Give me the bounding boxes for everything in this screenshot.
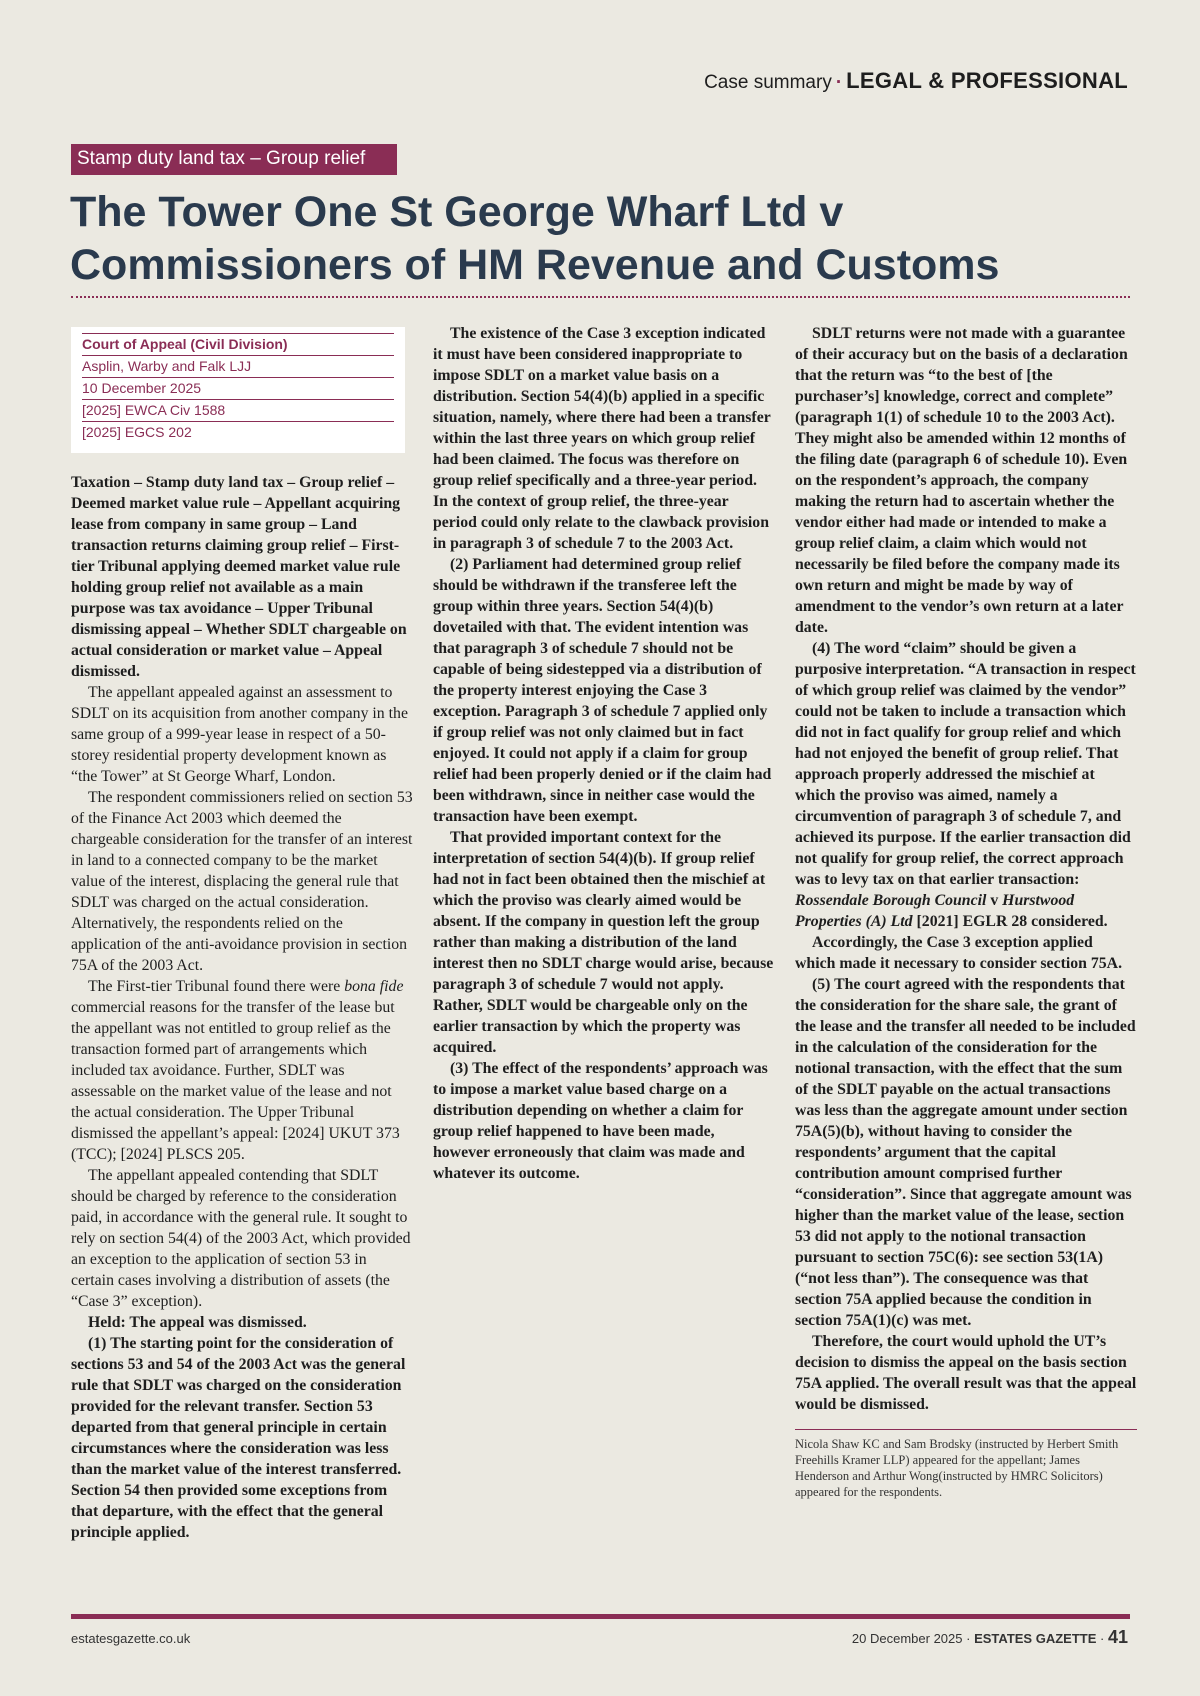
publication-name: ESTATES GAZETTE	[974, 1631, 1097, 1646]
court-name: Court of Appeal (Civil Division)	[82, 333, 394, 355]
paragraph: (1) The starting point for the consideration of sections 53 and 54 of the 2003 Act was the general rule that SDLT was charged on the consideration provided for the relevant transfer. Section 53 departed from that general principle in certain circumstances where the consideration was less than the market value of the interest transferred. Section 54 then provided some exceptions from that departure, with the effect that the general principle applied.	[71, 1335, 406, 1541]
neutral-citation: [2025] EWCA Civ 1588	[82, 399, 394, 421]
page-number: 41	[1107, 1627, 1128, 1647]
counsel-credits: Nicola Shaw KC and Sam Brodsky (instructed by Herbert Smith Freehills Kramer LLP) appeared for the appellant; James Henderson and Arthur Wong(instructed by HMRC Solicitors) appeared for the respondents.	[795, 1429, 1137, 1500]
topic-tag: Stamp duty land tax – Group relief	[71, 144, 397, 175]
header-label: Case summary	[704, 72, 832, 93]
catchwords: Taxation – Stamp duty land tax – Group relief – Deemed market value rule – Appellant acquiring lease from company in same group – Land transaction returns claiming group relief – First-tier Tribunal applying deemed market value rule holding group relief not available as a main purpose was tax avoidance – Upper Tribunal dismissing appeal – Whether SDLT chargeable on actual consideration or market value – Appeal dismissed.	[71, 474, 407, 680]
article-title: The Tower One St George Wharf Ltd v Commissioners of HM Revenue and Customs	[70, 188, 1000, 289]
paragraph: The respondent commissioners relied on section 53 of the Finance Act 2003 which deemed the chargeable consideration for the transfer of an interest in land to a connected company to be the market value of the interest, displacing the general rule that SDLT was charged on the actual consideration. Alternatively, the respondents relied on the application of the anti-avoidance provision in section 75A of the 2003 Act.	[71, 789, 413, 974]
header-section: LEGAL & PROFESSIONAL	[846, 68, 1128, 93]
judgment-date: 10 December 2025	[82, 377, 394, 399]
paragraph: (3) The effect of the respondents’ approach was to impose a market value based charge on a distribution depending on whether a claim for group relief happened to have been made, however erroneously that claim was made and whatever its outcome.	[433, 1060, 768, 1182]
paragraph: The First-tier Tribunal found there were bona fide commercial reasons for the transfer of the lease but the appellant was not entitled to group relief as the transaction formed part of arrangements which included tax avoidance. Further, SDLT was assessable on the market value of the lease and not the actual consideration. The Upper Tribunal dismissed the appellant’s appeal: [2024] UKUT 373 (TCC); [2024] PLSCS 205.	[71, 978, 404, 1163]
paragraph: (4) The word “claim” should be given a purposive interpretation. “A transaction in respect of which group relief was claimed by the vendor” could not be taken to include a transaction which did not in fact qualify for group relief and which had not enjoyed the benefit of group relief. That approach properly addressed the mischief at which the proviso was aimed, namely a circumvention of paragraph 3 of schedule 7, and achieved its purpose. If the earlier transaction did not qualify for group relief, the correct approach was to levy tax on that earlier transaction: Rossendale Borough Council v Hurstwood Properties (A) Ltd [2021] EGLR 28 considered.	[795, 640, 1136, 930]
paragraph: Accordingly, the Case 3 exception applied which made it necessary to consider section 75A.	[795, 934, 1123, 972]
held-heading: Held: The appeal was dismissed.	[88, 1314, 307, 1331]
footer-rule	[71, 1614, 1130, 1619]
header-separator: ·	[835, 72, 843, 93]
column-1	[71, 472, 413, 1543]
column-3	[795, 323, 1137, 1500]
title-divider	[71, 296, 1130, 298]
paragraph: The appellant appealed against an assessment to SDLT on its acquisition from another company in the same group of a 999-year lease in respect of a 50-storey residential property development known as “the Tower” at St George Wharf, London.	[71, 684, 408, 785]
column-2	[433, 323, 775, 1184]
paragraph: The appellant appealed contending that SDLT should be charged by reference to the consideration paid, in accordance with the general rule. It sought to rely on section 54(4) of the 2003 Act, which provided an exception to the application of section 53 in certain cases involving a distribution of assets (the “Case 3” exception).	[71, 1167, 411, 1310]
paragraph: (2) Parliament had determined group relief should be withdrawn if the transferee left the group within three years. Section 54(4)(b) dovetailed with that. The evident intention was that paragraph 3 of schedule 7 should not be capable of being sidestepped via a distribution of the property interest enjoying the Case 3 exception. Paragraph 3 of schedule 7 applied only if group relief was not only claimed but in fact enjoyed. It could not apply if a claim for group relief had been properly denied or if the claim had been withdrawn, since in neither case would the transaction have been exempt.	[433, 556, 772, 825]
paragraph: (5) The court agreed with the respondents that the consideration for the share sale, the grant of the lease and the transfer all needed to be included in the calculation of the consideration for the notional transaction, with the effect that the sum of the SDLT payable on the actual transactions was less than the aggregate amount under section 75A(5)(b), without having to consider the respondents’ argument that the capital contribution amount comprised further “consideration”. Since that aggregate amount was higher than the market value of the lease, section 53 did not apply to the notional transaction pursuant to section 75C(6): see section 53(1A) (“not less than”). The consequence was that section 75A applied because the condition in section 75A(1)(c) was met.	[795, 976, 1136, 1329]
paragraph: The existence of the Case 3 exception indicated it must have been considered inappropriate to impose SDLT on a market value basis on a distribution. Section 54(4)(b) applied in a specific situation, namely, where there had been a transfer within the last three years on which group relief had been claimed. The focus was therefore on group relief specifically and a three-year period. In the context of group relief, the three-year period could only relate to the clawback provision in paragraph 3 of schedule 7 to the 2003 Act.	[433, 325, 771, 552]
egcs-citation: [2025] EGCS 202	[82, 421, 394, 443]
case-info-box	[71, 327, 405, 453]
judges: Asplin, Warby and Falk LJJ	[82, 355, 394, 377]
paragraph: That provided important context for the interpretation of section 54(4)(b). If group relief had not in fact been obtained then the mischief at which the proviso was clearly aimed would be absent. If the company in question left the group rather than making a distribution of the land interest then no SDLT charge would arise, because paragraph 3 of schedule 7 would not apply. Rather, SDLT would be chargeable only on the earlier transaction by which the property was acquired.	[433, 829, 774, 1056]
issue-date: 20 December 2025	[851, 1631, 963, 1646]
paragraph: Therefore, the court would uphold the UT’s decision to dismiss the appeal on the basis section 75A applied. The overall result was that the appeal would be dismissed.	[795, 1333, 1137, 1413]
running-header	[704, 68, 1128, 94]
footer-website: estatesgazette.co.uk	[71, 1631, 191, 1646]
footer-meta: 20 December 2025 · ESTATES GAZETTE · 41	[851, 1627, 1128, 1647]
paragraph: SDLT returns were not made with a guarantee of their accuracy but on the basis of a declaration that the return was “to the best of [the purchaser’s] knowledge, correct and complete” (paragraph 1(1) of schedule 10 to the 2003 Act). They might also be amended within 12 months of the filing date (paragraph 6 of schedule 10). Even on the respondent’s approach, the company making the return had to ascertain whether the vendor either had made or intended to make a group relief claim, a claim which would not necessarily be filed before the company made its own return and might be made by way of amendment to the vendor’s own return at a later date.	[795, 325, 1128, 636]
